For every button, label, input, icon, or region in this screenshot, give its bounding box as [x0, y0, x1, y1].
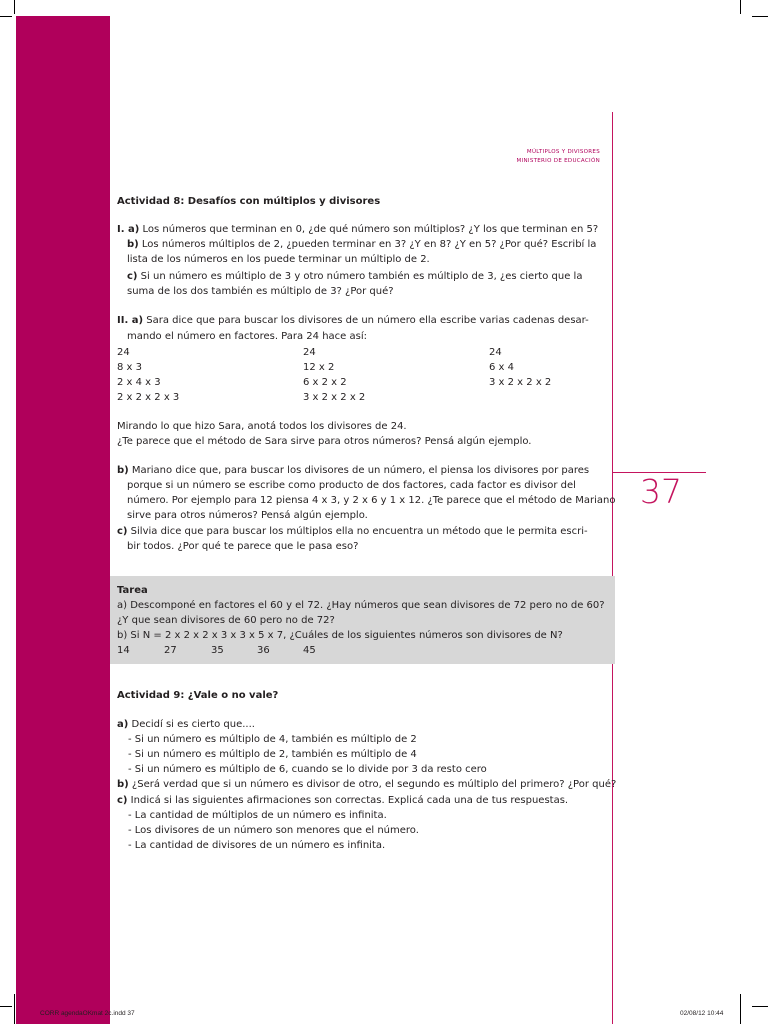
label: b) — [127, 239, 139, 250]
label: b) — [117, 779, 129, 790]
metodo-text: ¿Te parece que el método de Sara sirve para otros números? Pensá algún ejemplo. — [117, 436, 532, 447]
factor-col1: 2 x 4 x 3 — [117, 377, 161, 388]
side-color-bar — [16, 16, 110, 1024]
question-ii-c-cont: bir todos. ¿Por qué te parece que le pasa eso? — [127, 541, 359, 552]
act9-b — [117, 777, 616, 792]
text: Mariano dice que, para buscar los divisores de un número, el piensa los divisores por pares — [128, 465, 590, 476]
footer-date: 02/08/12 10:44 — [680, 1010, 724, 1017]
text: Los números que terminan en 0, ¿de qué número son múltiplos? ¿Y los que terminan en 5? — [139, 224, 599, 235]
question-i-c — [127, 269, 582, 284]
label: b) — [117, 465, 129, 476]
factor-col2: 24 — [303, 347, 316, 358]
question-ii-b-cont: número. Por ejemplo para 12 piensa 4 x 3, y 2 x 6 y 1 x 12. ¿Te parece que el método de Mariano — [127, 495, 616, 506]
tarea-a-cont: ¿Y que sean divisores de 60 pero no de 72? — [117, 615, 335, 626]
tarea-number: 35 — [211, 645, 224, 656]
footer-file: CORR agendaOKmat 2c.indd 37 — [40, 1010, 135, 1017]
crop-mark — [0, 16, 12, 17]
act9-a-item: - Si un número es múltiplo de 6, cuando se lo divide por 3 da resto cero — [128, 764, 487, 775]
activity-8-title: Actividad 8: Desafíos con múltiplos y divisores — [117, 196, 381, 207]
act9-c — [117, 793, 568, 808]
factor-col2: 12 x 2 — [303, 362, 335, 373]
label: I. a) — [117, 224, 140, 235]
factor-col2: 3 x 2 x 2 x 2 — [303, 392, 366, 403]
crop-mark — [14, 0, 15, 14]
mirando-text: Mirando lo que hizo Sara, anotá todos los divisores de 24. — [117, 421, 407, 432]
text: Decidí si es cierto que.... — [128, 719, 255, 730]
header-section: MÚLTIPLOS Y DIVISORES — [526, 149, 600, 155]
tarea-number: 14 — [117, 645, 130, 656]
crop-mark — [740, 0, 741, 14]
question-ii-b — [117, 463, 589, 478]
activity-9-title: Actividad 9: ¿Vale o no vale? — [117, 690, 279, 701]
label: c) — [127, 271, 138, 282]
text: Sara dice que para buscar los divisores de un número ella escribe varias cadenas desar- — [143, 315, 589, 326]
tarea-number: 36 — [257, 645, 270, 656]
label: a) — [117, 719, 129, 730]
question-i-a — [117, 222, 598, 237]
text: Indicá si las siguientes afirmaciones son correctas. Explicá cada una de tus respuestas. — [127, 795, 569, 806]
text: ¿Será verdad que si un número es divisor de otro, el segundo es múltiplo del primero? ¿Por qué? — [128, 779, 617, 790]
crop-mark — [740, 994, 741, 1024]
text: Si un número es múltiplo de 3 y otro número también es múltiplo de 3, ¿es cierto que la — [137, 271, 583, 282]
label: c) — [117, 526, 128, 537]
tarea-title: Tarea — [117, 585, 148, 596]
question-ii-c — [117, 524, 588, 539]
act9-c-item: - La cantidad de múltiplos de un número es infinita. — [128, 810, 387, 821]
crop-mark — [14, 994, 15, 1024]
factor-col1: 24 — [117, 347, 130, 358]
question-ii-a-cont: mando el número en factores. Para 24 hace así: — [127, 331, 367, 342]
act9-a-item: - Si un número es múltiplo de 2, también es múltiplo de 4 — [128, 749, 417, 760]
factor-col1: 8 x 3 — [117, 362, 142, 373]
page-number: 37 — [640, 472, 682, 511]
tarea-number: 27 — [164, 645, 177, 656]
factor-col3: 3 x 2 x 2 x 2 — [489, 377, 552, 388]
label: II. a) — [117, 315, 144, 326]
question-ii-b-cont: porque si un número se escribe como producto de dos factores, cada factor es divisor del — [127, 480, 576, 491]
factor-col1: 2 x 2 x 2 x 3 — [117, 392, 180, 403]
question-ii-a — [117, 313, 589, 328]
vertical-rule — [612, 112, 613, 1024]
header-ministry: MINISTERIO DE EDUCACIÓN — [516, 158, 600, 164]
question-i-b-cont: lista de los números en los puede terminar un múltiplo de 2. — [127, 254, 430, 265]
question-i-b — [127, 237, 596, 252]
label: c) — [117, 795, 128, 806]
act9-c-item: - Los divisores de un número son menores que el número. — [128, 825, 419, 836]
act9-a-item: - Si un número es múltiplo de 4, también es múltiplo de 2 — [128, 734, 417, 745]
act9-a — [117, 717, 255, 732]
factor-col3: 6 x 4 — [489, 362, 514, 373]
crop-mark — [752, 1006, 768, 1007]
text: Silvia dice que para buscar los múltiplos ella no encuentra un método que le permita escri- — [127, 526, 588, 537]
tarea-a: a) Descomponé en factores el 60 y el 72. ¿Hay números que sean divisores de 72 pero no de 60? — [117, 600, 605, 611]
crop-mark — [0, 1006, 12, 1007]
crop-mark — [752, 16, 768, 17]
factor-col2: 6 x 2 x 2 — [303, 377, 347, 388]
tarea-number: 45 — [303, 645, 316, 656]
tarea-b: b) Si N = 2 x 2 x 2 x 3 x 3 x 5 x 7, ¿Cuáles de los siguientes números son divisores de N? — [117, 630, 563, 641]
question-i-c-cont: suma de los dos también es múltiplo de 3? ¿Por qué? — [127, 286, 394, 297]
factor-col3: 24 — [489, 347, 502, 358]
question-ii-b-cont: sirve para otros números? Pensá algún ejemplo. — [127, 510, 368, 521]
act9-c-item: - La cantidad de divisores de un número es infinita. — [128, 840, 386, 851]
text: Los números múltiplos de 2, ¿pueden terminar en 3? ¿Y en 8? ¿Y en 5? ¿Por qué? Escribí la — [138, 239, 597, 250]
